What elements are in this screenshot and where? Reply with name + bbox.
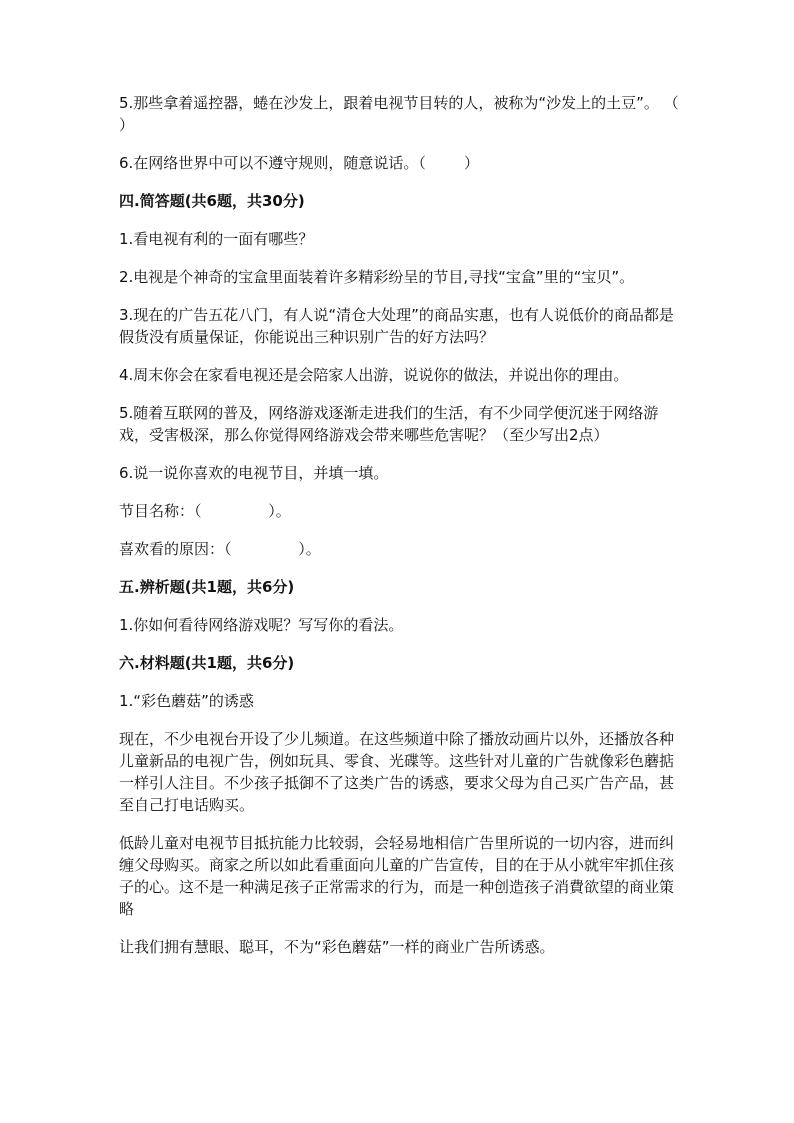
short-answer-question-3: 3.现在的广告五花八门，有人说“清仓大处理”的商品实惠，也有人说低价的商品都是假货没有质量保证，你能说出三种识别广告的好方法吗？ xyxy=(119,306,674,346)
material-paragraph-1: 现在，不少电视台开设了少儿频道。在这些频道中除了播放动画片以外，还播放各种儿童新品的电视广告，例如玩具、零食、光碟等。这些针对儿童的广告就像彩色蘑掂一样引人注目。不少孩子抵御不了这类广告的诱惑，要求父母为自己买广告产品，甚至自己打电话购买。 xyxy=(119,730,675,814)
short-answer-question-6: 6.说一说你喜欢的电视节目，并填一填。 xyxy=(119,464,389,482)
section-4-title: 四.简答题(共6题，共30分) xyxy=(119,192,305,210)
short-answer-question-1: 1.看电视有利的一面有哪些？ xyxy=(119,230,314,248)
material-paragraph-2: 低龄儿童对电视节目抵抗能力比较弱，会轻易地相信广告里所说的一切内容，进而纠缠父母购买。商家之所以如此看重面向儿童的广告宣传，目的在于从小就牢牢抓住孩子的心。这不是一种满足孩子正常需求的行为，而是一种创造孩子消費欲望的商业策略 xyxy=(119,834,675,918)
judgement-question-5: 5.那些拿着遥控器，蜷在沙发上，跟着电视节目转的人，被称为“沙发上的土豆”。 （ ） xyxy=(119,94,717,134)
page-content xyxy=(119,92,717,958)
fill-reason: 喜欢看的原因：（ ）。 xyxy=(119,540,321,558)
short-answer-question-2: 2.电视是个神奇的宝盒里面装着许多精彩纷呈的节目,寻找“宝盒”里的“宝贝”。 xyxy=(119,268,635,286)
section-6-title: 六.材料题(共1题，共6分) xyxy=(119,654,295,672)
section-5-title: 五.辨析题(共1题，共6分) xyxy=(119,578,295,596)
fill-program-name: 节目名称：（ ）。 xyxy=(119,502,291,520)
short-answer-question-5: 5.随着互联网的普及，网络游戏逐渐走进我们的生活，有不少同学便沉迷于网络游戏，受害极深，那么你觉得网络游戏会带来哪些危害呢？（至少写出2点） xyxy=(119,404,659,444)
analysis-question-1: 1.你如何看待网络游戏呢？写写你的看法。 xyxy=(119,616,404,634)
material-question-1-title: 1.“彩色蘑菇”的诱惑 xyxy=(119,692,254,710)
material-paragraph-3: 让我们拥有慧眼、聪耳，不为“彩色蘑菇”一样的商业广告所诱惑。 xyxy=(119,938,555,956)
judgement-question-6: 6.在网络世界中可以不遵守规则，随意说话。（ ） xyxy=(119,154,479,172)
short-answer-question-4: 4.周末你会在家看电视还是会陪家人出游，说说你的做法，并说出你的理由。 xyxy=(119,366,629,384)
